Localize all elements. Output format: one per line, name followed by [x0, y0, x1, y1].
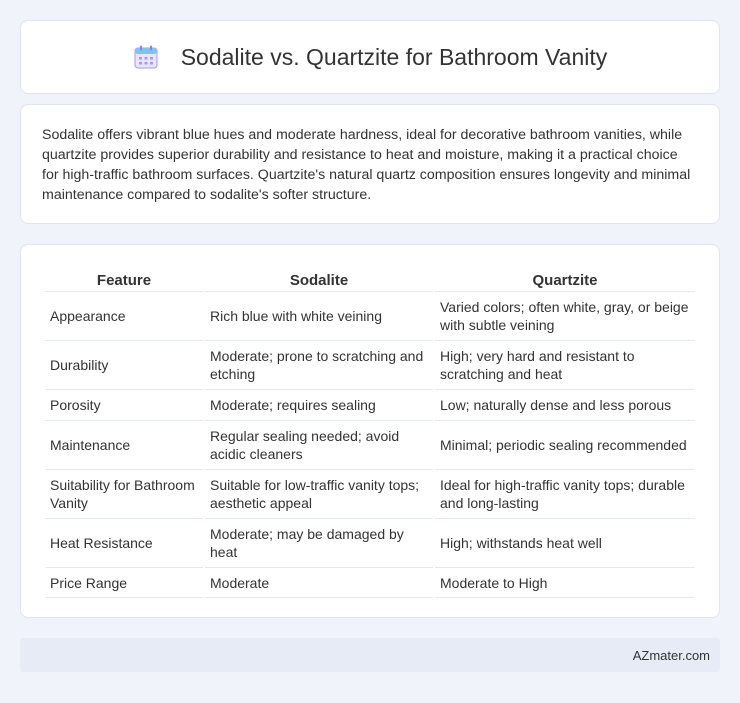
quartzite-cell: Minimal; periodic sealing recommended — [435, 420, 695, 469]
feature-cell: Appearance — [45, 291, 203, 340]
table-row — [45, 291, 695, 340]
feature-cell: Maintenance — [45, 420, 203, 469]
sodalite-cell: Moderate; prone to scratching and etching — [205, 340, 433, 389]
table-row — [45, 518, 695, 567]
sodalite-cell: Rich blue with white veining — [205, 291, 433, 340]
table-row — [45, 420, 695, 469]
quartzite-cell: Ideal for high-traffic vanity tops; durable and long-lasting — [435, 469, 695, 518]
comparison-table — [43, 265, 697, 598]
column-header-sodalite: Sodalite — [289, 272, 349, 289]
sodalite-cell: Moderate; requires sealing — [205, 389, 433, 420]
quartzite-cell: Low; naturally dense and less porous — [435, 389, 695, 420]
quartzite-cell: High; very hard and resistant to scratching and heat — [435, 340, 695, 389]
feature-cell: Price Range — [45, 567, 203, 598]
intro-card — [20, 104, 720, 224]
table-row — [45, 469, 695, 518]
quartzite-cell: Varied colors; often white, gray, or beige with subtle veining — [435, 291, 695, 340]
footer — [20, 638, 720, 672]
title-card — [20, 20, 720, 94]
sodalite-cell: Moderate; may be damaged by heat — [205, 518, 433, 567]
intro-text: Sodalite offers vibrant blue hues and moderate hardness, ideal for decorative bathroom vanities, while quartzite provides superior durability and resistance to heat and moisture, making it a practical choice for high-traffic bathroom surfaces. Quartzite's natural quartz composition ensures longevity and minimal maintenance compared to sodalite's softer structure. — [42, 127, 691, 203]
feature-cell: Durability — [45, 340, 203, 389]
sodalite-cell: Moderate — [205, 567, 433, 598]
sodalite-cell: Suitable for low-traffic vanity tops; aesthetic appeal — [205, 469, 433, 518]
table-row — [45, 389, 695, 420]
footer-site-link[interactable]: AZmater.com — [632, 647, 710, 663]
column-header-feature: Feature — [96, 272, 152, 289]
column-header-quartzite: Quartzite — [532, 272, 598, 289]
sodalite-cell: Regular sealing needed; avoid acidic cleaners — [205, 420, 433, 469]
quartzite-cell: Moderate to High — [435, 567, 695, 598]
calendar-icon — [133, 44, 159, 70]
feature-cell: Porosity — [45, 389, 203, 420]
page-title: Sodalite vs. Quartzite for Bathroom Vanity — [180, 43, 608, 70]
comparison-table-card — [20, 244, 720, 618]
feature-cell: Heat Resistance — [45, 518, 203, 567]
table-row — [45, 567, 695, 598]
quartzite-cell: High; withstands heat well — [435, 518, 695, 567]
table-header-row — [45, 265, 695, 291]
table-row — [45, 340, 695, 389]
feature-cell: Suitability for Bathroom Vanity — [45, 469, 203, 518]
